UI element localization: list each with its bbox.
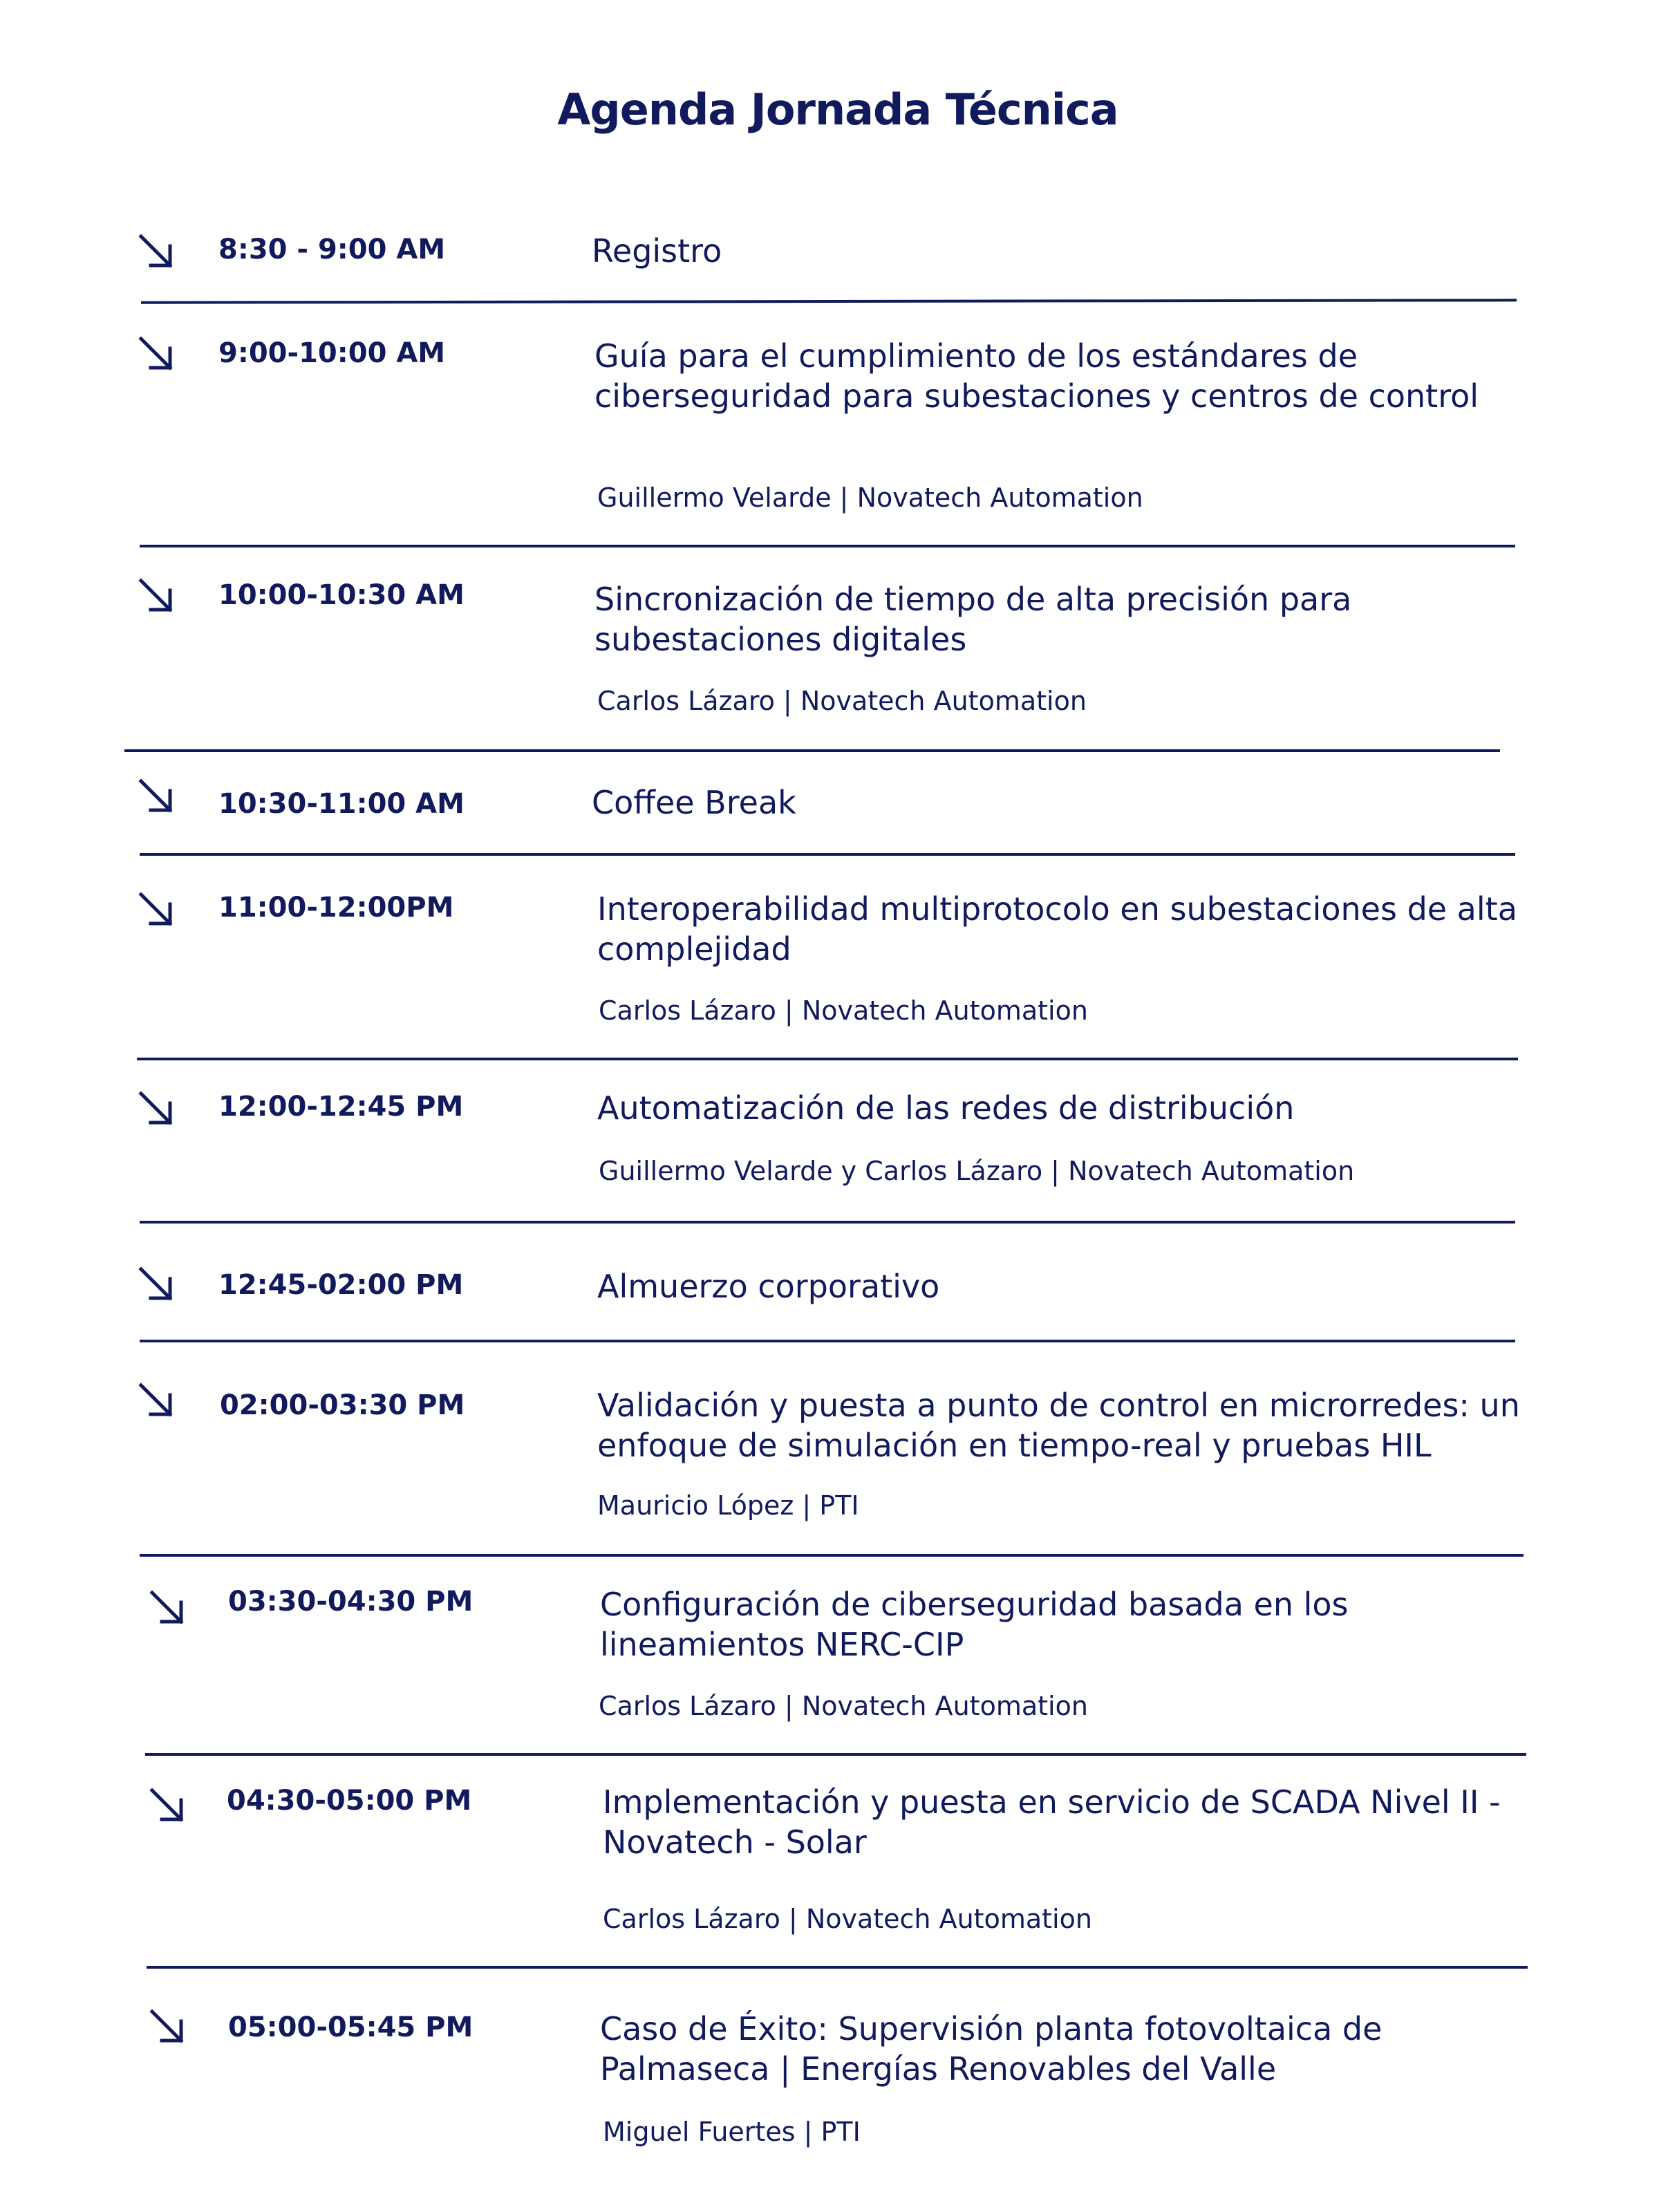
agenda-speaker: Carlos Lázaro | Novatech Automation [599,995,1088,1026]
divider [140,1340,1515,1342]
agenda-speaker: Guillermo Velarde y Carlos Lázaro | Novatech Automation [599,1156,1355,1186]
arrow-down-right-icon [138,1266,176,1304]
agenda-speaker: Carlos Lázaro | Novatech Automation [597,686,1087,716]
agenda-time: 12:00-12:45 PM [218,1091,464,1123]
agenda-topic: Validación y puesta a punto de control en microrredes: un enfoque de simulación en tiempo-real y pruebas HIL [597,1387,1520,1464]
agenda-topic: Coffee Break [592,784,796,821]
agenda-time: 8:30 - 9:00 AM [218,234,446,265]
agenda-time: 12:45-02:00 PM [218,1269,464,1301]
divider [124,749,1500,752]
arrow-down-right-icon [138,892,176,929]
divider [137,1058,1518,1060]
agenda-speaker: Carlos Lázaro | Novatech Automation [603,1904,1092,1934]
agenda-time: 02:00-03:30 PM [220,1389,465,1421]
agenda-time: 05:00-05:45 PM [228,2012,474,2043]
page-title: Agenda Jornada Técnica [557,84,1118,135]
agenda-topic: Guía para el cumplimiento de los estándares de ciberseguridad para subestaciones y centros de control [594,337,1479,415]
divider [140,853,1515,856]
agenda-time: 10:00-10:30 AM [218,579,465,611]
agenda-topic: Sincronización de tiempo de alta precisión para subestaciones digitales [594,581,1352,658]
agenda-topic: Almuerzo corporativo [597,1268,940,1305]
arrow-down-right-icon [149,2009,187,2046]
agenda-time: 9:00-10:00 AM [218,337,446,369]
agenda-time: 11:00-12:00PM [218,892,454,924]
agenda-speaker: Guillermo Velarde | Novatech Automation [597,482,1143,513]
agenda-speaker: Mauricio López | PTI [597,1490,859,1521]
agenda-topic: Automatización de las redes de distribución [597,1089,1295,1127]
divider [140,1221,1515,1224]
agenda-topic: Configuración de ciberseguridad basada en los lineamientos NERC-CIP [600,1586,1349,1663]
arrow-down-right-icon [138,1091,176,1128]
arrow-down-right-icon [138,778,176,816]
arrow-down-right-icon [149,1788,187,1825]
divider [145,1753,1526,1756]
agenda-time: 03:30-04:30 PM [228,1586,474,1618]
agenda-topic: Implementación y puesta en servicio de SCADA Nivel II - Novatech - Solar [603,1783,1501,1861]
agenda-time: 04:30-05:00 PM [227,1785,472,1817]
arrow-down-right-icon [138,234,176,271]
arrow-down-right-icon [138,578,176,615]
arrow-down-right-icon [138,1382,176,1420]
agenda-topic: Registro [592,232,722,270]
divider [140,545,1515,547]
divider [140,1554,1524,1557]
agenda-topic: Caso de Éxito: Supervisión planta fotovoltaica de Palmaseca | Energías Renovables del Valle [600,2010,1382,2088]
divider [147,1966,1528,1969]
arrow-down-right-icon [138,336,176,373]
agenda-time: 10:30-11:00 AM [218,788,465,820]
agenda-topic: Interoperabilidad multiprotocolo en subestaciones de alta complejidad [597,890,1517,968]
divider [141,299,1517,303]
agenda-speaker: Carlos Lázaro | Novatech Automation [599,1691,1088,1721]
agenda-speaker: Miguel Fuertes | PTI [603,2117,861,2147]
arrow-down-right-icon [149,1590,187,1627]
